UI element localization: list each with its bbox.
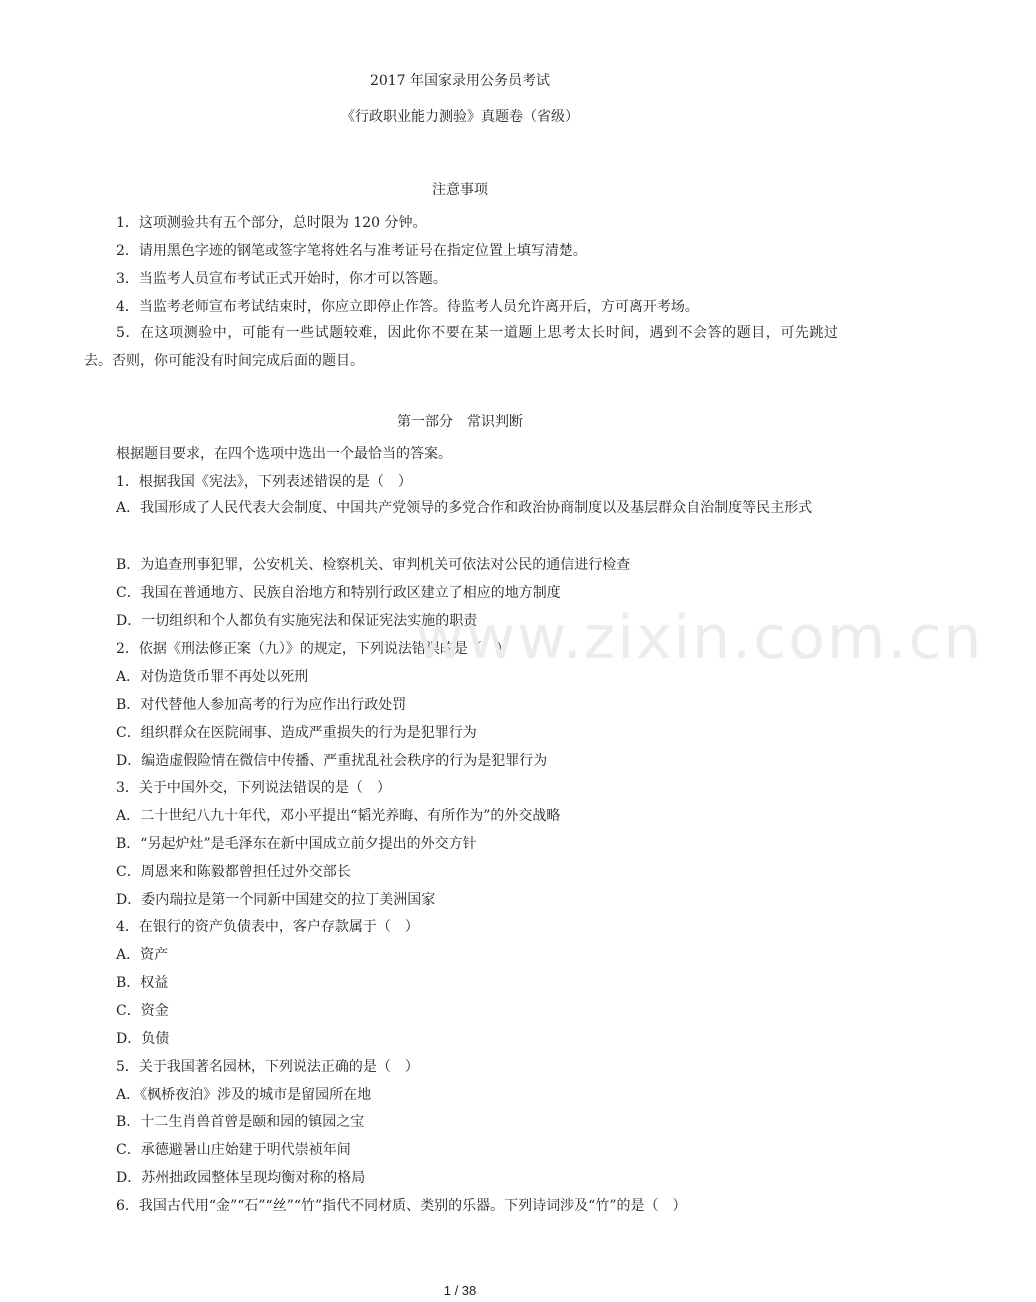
option-line: B．为追查刑事犯罪，公安机关、检察机关、审判机关可依法对公民的通信进行检查 xyxy=(116,557,631,573)
option-line: A．二十世纪八九十年代，邓小平提出“韬光养晦、有所作为”的外交战略 xyxy=(116,808,561,824)
option-line: C．组织群众在医院闹事、造成严重损失的行为是犯罪行为 xyxy=(116,725,477,741)
question-line: 4．在银行的资产负债表中，客户存款属于（ ） xyxy=(116,919,419,935)
question-line: 6．我国古代用“金”“石”“丝”“竹”指代不同材质、类别的乐器。下列诗词涉及“竹”的是（ ） xyxy=(116,1198,687,1214)
exam-subtitle: 《行政职业能力测验》真题卷（省级） xyxy=(341,109,579,125)
option-line: A．《枫桥夜泊》涉及的城市是留园所在地 xyxy=(116,1087,372,1103)
notice-item: 2．请用黑色字迹的钢笔或签字笔将姓名与准考证号在指定位置上填写清楚。 xyxy=(116,243,587,259)
option-line: B．“另起炉灶”是毛泽东在新中国成立前夕提出的外交方针 xyxy=(116,836,477,852)
question-line: 2．依据《刑法修正案（九）》的规定，下列说法错误的是（ ） xyxy=(116,641,510,657)
option-line: D．委内瑞拉是第一个同新中国建交的拉丁美洲国家 xyxy=(116,892,436,908)
notice-item: 5．在这项测验中，可能有一些试题较难，因此你不要在某一道题上思考太长时间，遇到不会答的题目，可先跳过去。否则，你可能没有时间完成后面的题目。 xyxy=(84,325,838,369)
notice-heading: 注意事项 xyxy=(432,182,488,198)
option-line: C．我国在普通地方、民族自治地方和特别行政区建立了相应的地方制度 xyxy=(116,585,561,601)
option-line: D．编造虚假险情在微信中传播、严重扰乱社会秩序的行为是犯罪行为 xyxy=(116,753,548,769)
option-line: A．我国形成了人民代表大会制度、中国共产党领导的多党合作和政治协商制度以及基层群众自治制度等民主形式 xyxy=(116,500,813,516)
option-line: A．资产 xyxy=(116,947,169,963)
exam-title: 2017 年国家录用公务员考试 xyxy=(369,73,551,89)
watermark: www.zixin.com.cn xyxy=(415,603,984,673)
option-line: C．资金 xyxy=(116,1003,169,1019)
option-line: B．权益 xyxy=(116,975,169,991)
part1-heading: 第一部分 常识判断 xyxy=(397,414,523,430)
notice-item: 1．这项测验共有五个部分，总时限为 120 分钟。 xyxy=(116,215,427,231)
option-line: B．对代替他人参加高考的行为应作出行政处罚 xyxy=(116,697,407,713)
notice-item: 3．当监考人员宣布考试正式开始时，你才可以答题。 xyxy=(116,271,447,287)
option-line: C．承德避暑山庄始建于明代崇祯年间 xyxy=(116,1142,351,1158)
page-number: 1 / 38 xyxy=(443,1283,477,1298)
option-line: D．一切组织和个人都负有实施宪法和保证宪法实施的职责 xyxy=(116,613,478,629)
question-line: 5．关于我国著名园林，下列说法正确的是（ ） xyxy=(116,1059,419,1075)
option-line: A．对伪造货币罪不再处以死刑 xyxy=(116,669,309,685)
question-line: 3．关于中国外交，下列说法错误的是（ ） xyxy=(116,780,391,796)
option-line: D．苏州拙政园整体呈现均衡对称的格局 xyxy=(116,1170,366,1186)
option-line: D．负债 xyxy=(116,1031,170,1047)
option-line: C．周恩来和陈毅都曾担任过外交部长 xyxy=(116,864,351,880)
part1-instruction: 根据题目要求，在四个选项中选出一个最恰当的答案。 xyxy=(116,446,452,462)
notice-item: 4．当监考老师宣布考试结束时，你应立即停止作答。待监考人员允许离开后，方可离开考场。 xyxy=(116,299,699,315)
option-line: B．十二生肖兽首曾是颐和园的镇园之宝 xyxy=(116,1114,365,1130)
question-line: 1．根据我国《宪法》，下列表述错误的是（ ） xyxy=(116,474,412,490)
